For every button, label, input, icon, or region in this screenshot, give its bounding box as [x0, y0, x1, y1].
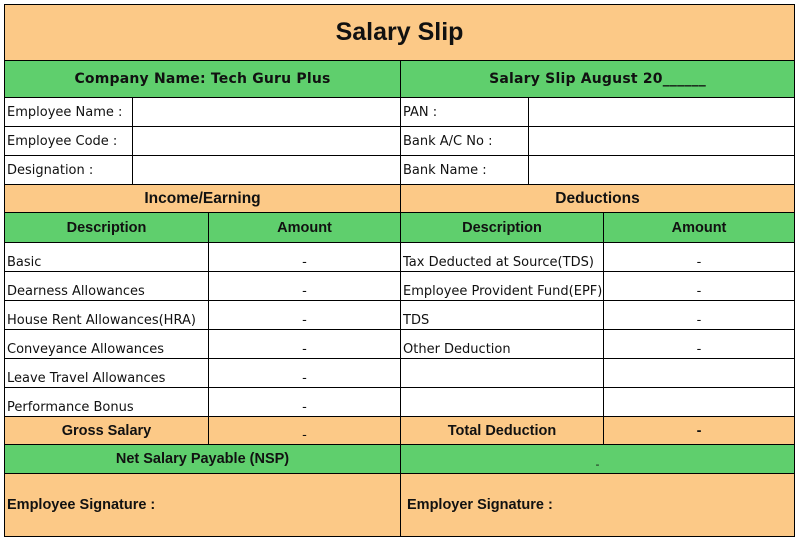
pan-field[interactable] — [529, 98, 795, 127]
title-row — [4, 4, 795, 61]
deduction-item-amount[interactable]: - — [604, 243, 795, 272]
table-row — [4, 330, 795, 359]
income-item-amount[interactable]: - — [209, 272, 401, 301]
deductions-section-title: Deductions — [401, 185, 795, 213]
deduction-item-description — [401, 388, 604, 417]
income-item-description: Basic — [4, 243, 209, 272]
net-salary-value[interactable]: - — [401, 445, 795, 474]
designation-field[interactable] — [133, 156, 401, 185]
info-row-1 — [4, 98, 795, 127]
bank-name-label: Bank Name : — [401, 156, 529, 185]
deductions-description-header: Description — [401, 213, 604, 243]
slip-period: Salary Slip August 20______ — [401, 61, 795, 98]
income-section-title: Income/Earning — [4, 185, 401, 213]
employee-name-field[interactable] — [133, 98, 401, 127]
deduction-item-description: TDS — [401, 301, 604, 330]
income-item-description: Performance Bonus — [4, 388, 209, 417]
company-row — [4, 61, 795, 98]
table-row — [4, 359, 795, 388]
net-salary-row — [4, 445, 795, 474]
net-salary-label: Net Salary Payable (NSP) — [4, 445, 401, 474]
pan-label: PAN : — [401, 98, 529, 127]
page-title: Salary Slip — [4, 4, 795, 61]
deduction-item-description — [401, 359, 604, 388]
income-item-amount[interactable]: - — [209, 388, 401, 417]
bank-name-field[interactable] — [529, 156, 795, 185]
bank-account-field[interactable] — [529, 127, 795, 156]
gross-salary-value[interactable]: - — [209, 417, 401, 445]
employee-code-label: Employee Code : — [4, 127, 133, 156]
income-item-description: Leave Travel Allowances — [4, 359, 209, 388]
deduction-item-amount[interactable] — [604, 359, 795, 388]
salary-slip-sheet — [4, 4, 795, 537]
employee-name-label: Employee Name : — [4, 98, 133, 127]
column-header-row — [4, 213, 795, 243]
table-row — [4, 388, 795, 417]
total-deduction-label: Total Deduction — [401, 417, 604, 445]
income-item-description: Conveyance Allowances — [4, 330, 209, 359]
income-item-amount[interactable]: - — [209, 243, 401, 272]
employer-signature[interactable]: Employer Signature : — [401, 474, 795, 537]
deduction-item-description: Other Deduction — [401, 330, 604, 359]
info-row-2 — [4, 127, 795, 156]
income-amount-header: Amount — [209, 213, 401, 243]
deduction-item-amount[interactable] — [604, 388, 795, 417]
employee-code-field[interactable] — [133, 127, 401, 156]
section-header-row — [4, 185, 795, 213]
totals-row — [4, 417, 795, 445]
income-item-amount[interactable]: - — [209, 330, 401, 359]
table-row — [4, 243, 795, 272]
income-item-description: Dearness Allowances — [4, 272, 209, 301]
income-description-header: Description — [4, 213, 209, 243]
table-row — [4, 272, 795, 301]
deduction-item-description: Tax Deducted at Source(TDS) — [401, 243, 604, 272]
table-row — [4, 301, 795, 330]
company-name: Company Name: Tech Guru Plus — [4, 61, 401, 98]
info-row-3 — [4, 156, 795, 185]
deduction-item-description: Employee Provident Fund(EPF) — [401, 272, 604, 301]
income-item-amount[interactable]: - — [209, 301, 401, 330]
deduction-item-amount[interactable]: - — [604, 301, 795, 330]
employee-signature[interactable]: Employee Signature : — [4, 474, 401, 537]
signature-row — [4, 474, 795, 537]
deduction-item-amount[interactable]: - — [604, 330, 795, 359]
income-item-amount[interactable]: - — [209, 359, 401, 388]
total-deduction-value[interactable]: - — [604, 417, 795, 445]
income-item-description: House Rent Allowances(HRA) — [4, 301, 209, 330]
deductions-amount-header: Amount — [604, 213, 795, 243]
gross-salary-label: Gross Salary — [4, 417, 209, 445]
designation-label: Designation : — [4, 156, 133, 185]
bank-account-label: Bank A/C No : — [401, 127, 529, 156]
deduction-item-amount[interactable]: - — [604, 272, 795, 301]
